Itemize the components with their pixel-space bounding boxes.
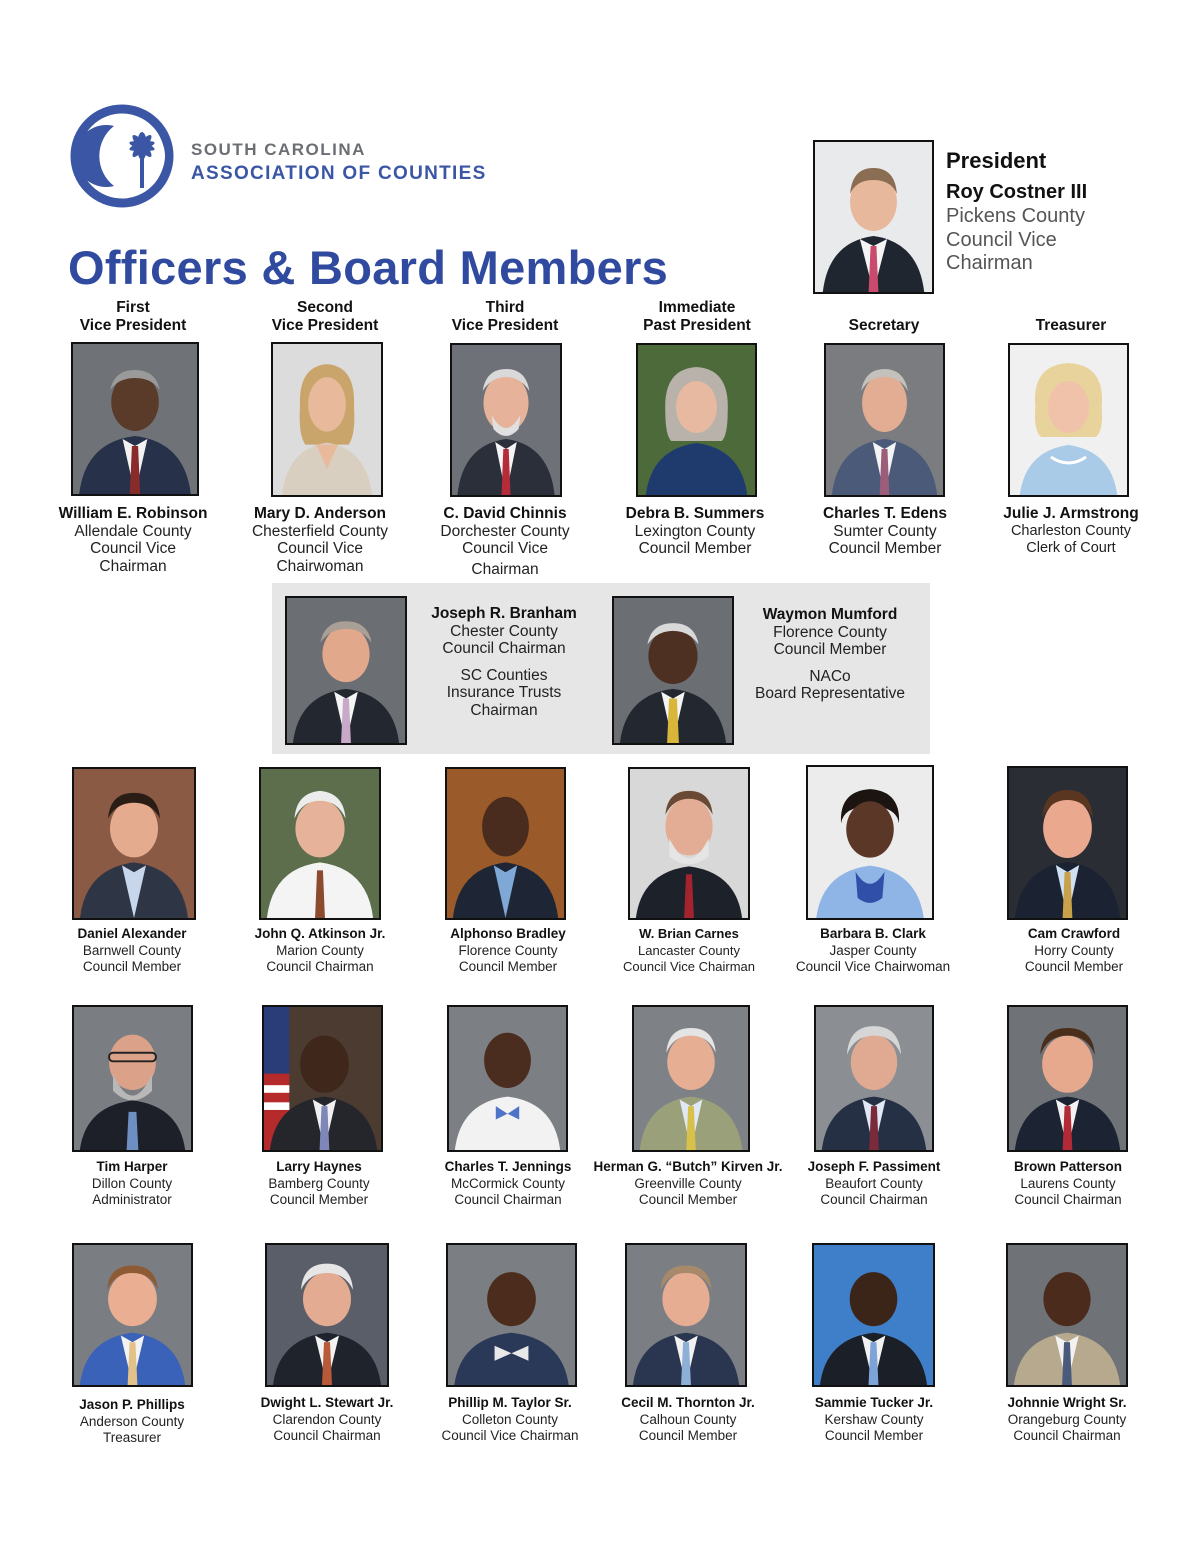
board-member-photo	[72, 1243, 193, 1387]
board-member-photo	[632, 1005, 750, 1152]
president-name: Roy Costner III	[946, 181, 1088, 203]
president-county: Pickens County	[946, 205, 1085, 227]
board-member-caption: Herman G. “Butch” Kirven Jr. Greenville County Council Member	[593, 1159, 783, 1207]
board-member-photo	[806, 765, 934, 920]
board-member-photo	[814, 1005, 934, 1152]
officer-photo	[71, 342, 199, 496]
board-member-caption: Charles T. Jennings McCormick County Council Chairman	[444, 1159, 572, 1207]
officer-caption: Mary D. Anderson Chesterfield County Council Vice Chairwoman	[251, 505, 389, 575]
org-logo	[70, 104, 510, 208]
org-name-line2: ASSOCIATION OF COUNTIES	[191, 163, 487, 184]
board-member-photo	[625, 1243, 747, 1387]
officer-caption: Julie J. Armstrong Charleston County Clerk of Court	[1003, 505, 1139, 556]
board-member-caption: Joseph F. Passiment Beaufort County Council Chairman	[807, 1159, 941, 1207]
board-member-photo	[1007, 766, 1128, 920]
palmetto-crescent-logo-icon	[70, 104, 180, 208]
special-member-photo	[285, 596, 407, 745]
board-member-photo	[72, 767, 196, 920]
board-member-caption: John Q. Atkinson Jr. Marion County Council Chairman	[254, 926, 386, 974]
officer-title: Second Vice President	[271, 299, 379, 334]
board-member-caption: Dwight L. Stewart Jr. Clarendon County Council Chairman	[260, 1395, 394, 1443]
board-member-photo	[262, 1005, 383, 1152]
board-member-caption: Daniel Alexander Barnwell County Council Member	[77, 926, 187, 974]
board-member-caption: Johnnie Wright Sr. Orangeburg County Council Chairman	[1007, 1395, 1127, 1443]
officer-photo	[824, 343, 945, 497]
special-member-caption: Joseph R. Branham Chester County Council Chairman SC Counties Insurance Trusts Chairman	[431, 605, 577, 719]
board-member-caption: Brown Patterson Laurens County Council Chairman	[1013, 1159, 1122, 1207]
board-member-caption: Barbara B. Clark Jasper County Council Vice Chairwoman	[795, 926, 951, 974]
special-member-caption: Waymon Mumford Florence County Council Member NACo Board Representative	[755, 606, 905, 702]
board-member-caption: Cecil M. Thornton Jr. Calhoun County Council Member	[621, 1395, 755, 1443]
officer-caption: Debra B. Summers Lexington County Council Member	[625, 505, 765, 557]
officer-photo	[271, 342, 383, 497]
officer-photo	[1008, 343, 1129, 497]
president-role: President	[946, 148, 1047, 173]
officer-photo	[636, 343, 757, 497]
officer-caption: Charles T. Edens Sumter County Council Member	[822, 505, 948, 557]
board-member-caption: Phillip M. Taylor Sr. Colleton County Council Vice Chairman	[441, 1395, 579, 1443]
board-member-photo	[446, 1243, 577, 1387]
officer-caption: C. David Chinnis Dorchester County Council Vice Chairman	[440, 505, 570, 578]
board-member-photo	[259, 767, 381, 920]
special-member-photo	[612, 596, 734, 745]
board-member-photo	[812, 1243, 935, 1387]
board-member-photo	[72, 1005, 193, 1152]
board-member-caption: Cam Crawford Horry County Council Member	[1024, 926, 1124, 974]
officer-photo	[450, 343, 562, 497]
board-member-photo	[1006, 1243, 1128, 1387]
officer-title: Treasurer	[1035, 317, 1107, 334]
board-member-photo	[1007, 1005, 1128, 1152]
board-member-photo	[445, 767, 566, 920]
officer-title: First Vice President	[79, 299, 187, 334]
board-member-caption: Larry Haynes Bamberg County Council Member	[268, 1159, 370, 1207]
org-name-line1: SOUTH CAROLINA	[191, 140, 366, 159]
page-title: Officers & Board Members	[68, 241, 669, 294]
board-member-photo	[265, 1243, 389, 1387]
president-position-line2: Chairman	[946, 252, 1033, 274]
president-position-line1: Council Vice	[946, 229, 1057, 251]
officer-title: Secretary	[848, 317, 920, 334]
officer-title: Third Vice President	[451, 299, 559, 334]
board-member-caption: Alphonso Bradley Florence County Council Member	[450, 926, 566, 974]
president-photo	[813, 140, 934, 294]
officer-title: Immediate Past President	[643, 299, 751, 334]
board-member-caption: Jason P. Phillips Anderson County Treasurer	[79, 1397, 185, 1445]
board-member-photo	[628, 767, 750, 920]
officer-caption: William E. Robinson Allendale County Council Vice Chairman	[58, 505, 208, 575]
board-member-photo	[447, 1005, 568, 1152]
board-member-caption: Tim Harper Dillon County Administrator	[91, 1159, 173, 1207]
board-member-caption: W. Brian Carnes Lancaster County Council Vice Chairman	[623, 926, 755, 974]
board-member-caption: Sammie Tucker Jr. Kershaw County Council Member	[814, 1395, 934, 1443]
